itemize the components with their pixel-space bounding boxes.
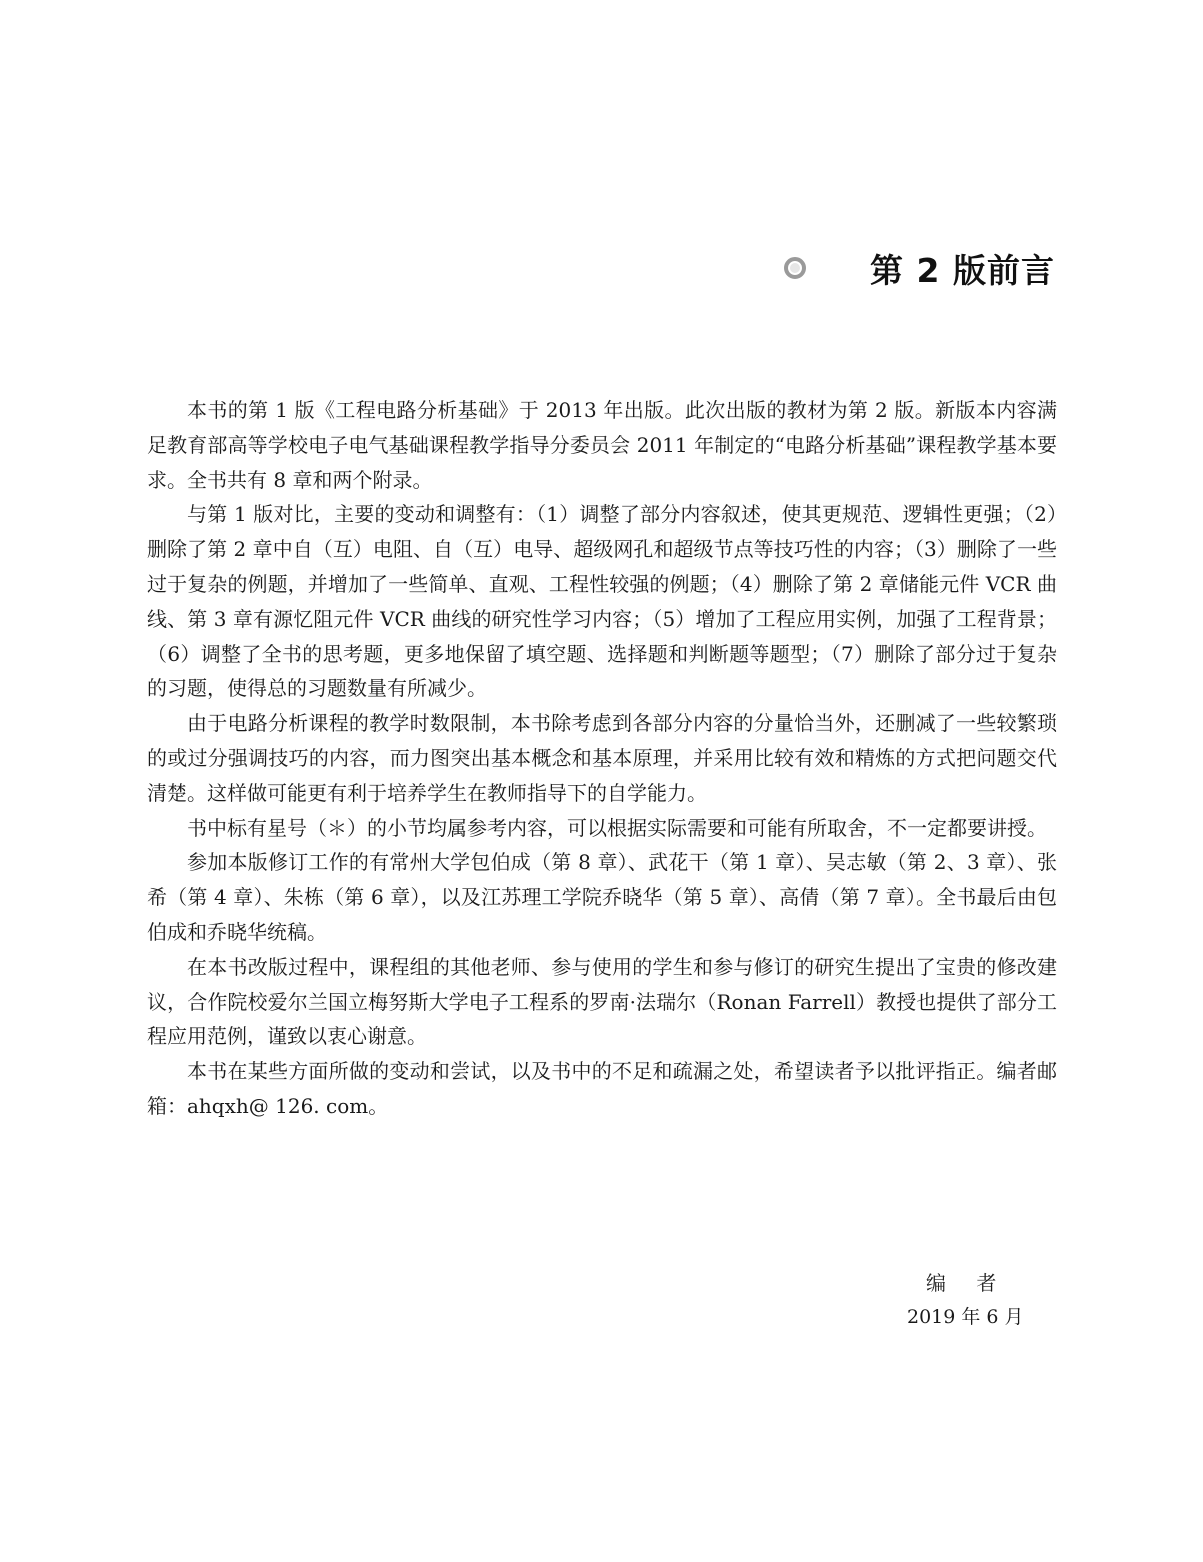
paragraph-4: 书中标有星号（＊）的小节均属参考内容，可以根据实际需要和可能有所取舍，不一定都要讲授。 [187,815,1047,840]
page-title: 第 2 版前言 [870,250,1055,290]
preface-body [147,393,1057,1124]
paragraph-1: 本书的第 1 版《工程电路分析基础》于 2013 年出版。此次出版的教材为第 2 版。新版本内容满足教育部高等学校电子电气基础课程教学指导分委员会 2011 年制定的“电路分析基础”课程教学基本要求。全书共有 8 章和两个附录。 [147,398,1057,492]
preface-heading [784,243,1055,293]
paragraph-3: 由于电路分析课程的教学时数限制，本书除考虑到各部分内容的分量恰当外，还删减了一些较繁琐的或过分强调技巧的内容，而力图突出基本概念和基本原理，并采用比较有效和精炼的方式把问题交代清楚。这样做可能更有利于培养学生在教师指导下的自学能力。 [147,711,1057,805]
circle-bullet-icon [784,257,806,279]
signature-date: 2019 年 6 月 [907,1306,1024,1328]
paragraph-6: 在本书改版过程中，课程组的其他老师、参与使用的学生和参与修订的研究生提出了宝贵的修改建议，合作院校爱尔兰国立梅努斯大学电子工程系的罗南·法瑞尔（Ronan Farrell）教授也提供了部分工程应用范例，谨致以衷心谢意。 [147,954,1057,1049]
paragraph-2: 与第 1 版对比，主要的变动和调整有：（1）调整了部分内容叙述，使其更规范、逻辑性更强；（2）删除了第 2 章中自（互）电阻、自（互）电导、超级网孔和超级节点等技巧性的内容；（3）删除了一些过于复杂的例题，并增加了一些简单、直观、工程性较强的例题；（4）删除了第 2 章储能元件 VCR 曲线、第 3 章有源忆阻元件 VCR 曲线的研究性学习内容；（5）增加了工程应用实例，加强了工程背景；（6）调整了全书的思考题，更多地保留了填空题、选择题和判断题等题型；（7）删除了部分过于复杂的习题，使得总的习题数量有所减少。 [147,502,1057,701]
signature-author: 编 者 [926,1271,1009,1295]
paragraph-5: 参加本版修订工作的有常州大学包伯成（第 8 章）、武花干（第 1 章）、吴志敏（第 2、3 章）、张希（第 4 章）、朱栋（第 6 章），以及江苏理工学院乔晓华（第 5 章）、高倩（第 7 章）。全书最后由包伯成和乔晓华统稿。 [147,850,1057,944]
paragraph-7: 本书在某些方面所做的变动和尝试，以及书中的不足和疏漏之处，希望读者予以批评指正。编者邮箱：ahqxh@ 126. com。 [147,1059,1057,1118]
